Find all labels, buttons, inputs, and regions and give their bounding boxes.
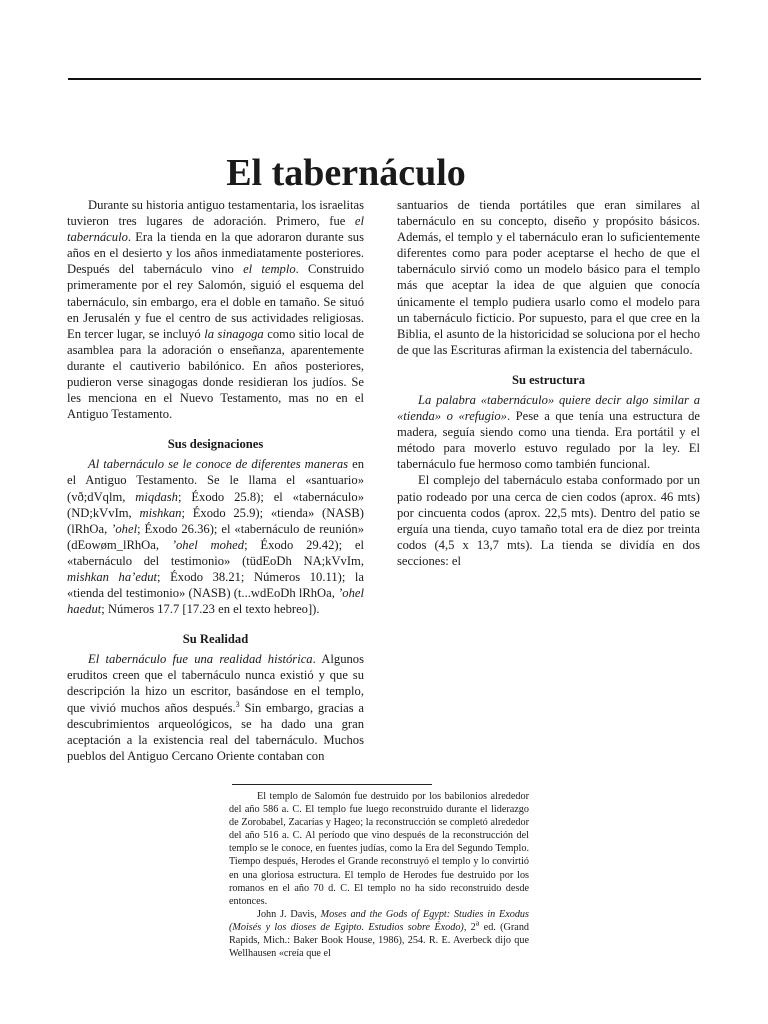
footnotes [229, 790, 529, 960]
footnote-rule [232, 784, 432, 785]
footnote-davis: John J. Davis, Moses and the Gods of Egypt: Studies in Exodus (Moisés y los dioses de Egipto. Estudios sobre Éxodo), 2$^a$ ed. (Grand Rapids, Mich.: Baker Book House, 1986), 254. R. E. Averbeck dijo que Wellhausen «creía que el [229, 908, 530, 960]
top-rule [68, 78, 701, 80]
designaciones-paragraph: Al tabernáculo se le conoce de diferentes maneras en el Antiguo Testamento. Se le llama el «santuario» (vð;dVqlm, miqdash; Éxodo 25.8); el «tabernáculo» (ND;kVvIm, mishkan; Éxodo 25.9); «tienda» (NASB) (lRhOa, ’ohel; Éxodo 26.36); el «tabernáculo de reunión» (dEowøm_lRhOa, ’ohel mohed; Éxodo 29.42); el «tabernáculo del testimonio» (tüdEoDh NA;kVvIm, mishkan ha’edut; Éxodo 38.21; Números 10.11); la «tienda del testimonio» (NASB) (t...wdEoDh lRhOa, ’ohel haedut; Números 17.7 [17.23 en el texto hebreo]). [67, 457, 365, 617]
realidad-paragraph: El tabernáculo fue una realidad histórica. Algunos eruditos creen que el tabernáculo nunca existió y que su descripción la hizo un escritor, basándose en el templo, que vivió muchos años después.$^3$ Sin embargo, gracias a descubrimientos arqueológicos, se ha dado una gran aceptación a la existencia real del tabernáculo. Muchos pueblos del Antiguo Cercano Oriente contaban con [67, 652, 365, 763]
footnote-ref-3[interactable]: 3 [235, 699, 240, 709]
right-column [397, 197, 700, 569]
heading-estructura: Su estructura [511, 372, 586, 387]
continued-paragraph: santuarios de tienda portátiles que eran similares al tabernáculo en su concepto, diseño y propósito básicos. Además, el templo y el tabernáculo eran lo suficientemente diferentes como para poder aceptarse el hecho de que el tabernáculo sirvió como un modelo básico para el templo más que aceptar la idea de que alguien que conocía únicamente el templo pudiera usarlo como el modelo para un tabernáculo ficticio. Por supuesto, para el que cree en la Biblia, el asunto de la historicidad se soluciona por el hecho de que las Escrituras afirman la existencia del tabernáculo. [397, 198, 700, 357]
heading-realidad: Su Realidad [182, 632, 249, 647]
heading-designaciones: Sus designaciones [167, 437, 264, 452]
left-column [67, 197, 364, 764]
footnote-templo: El templo de Salomón fue destruido por los babilonios alrededor del año 586 a. C. El templo fue luego reconstruido durante el liderazgo de Zorobabel, Zacarías y Hageo; la reconstrucción se completó alrededor del año 516 a. C. Al período que vino después de la reconstrucción del templo se le conoce, en fuentes judías, como la Era del Segundo Templo. Tiempo después, Herodes el Grande reconstruyó el templo y lo convirtió en una gloriosa estructura. El templo de Herodes fue destruido por los romanos en el año 70 d. C. El templo no ha sido reconstruido desde entonces. [229, 791, 529, 907]
intro-paragraph: Durante su historia antiguo testamentaria, los israelitas tuvieron tres lugares de adoración. Primero, fue el tabernáculo. Era la tienda en la que adoraron durante sus años en el desierto y los años inmediatamente posteriores. Después del tabernáculo vino el templo. Construido primeramente por el rey Salomón, siguió el esquema del tabernáculo, sin embargo, era el doble en tamaño. Se situó en Jerusalén y fue el centro de sus actividades religiosas. En tercer lugar, se incluyó la sinagoga como sitio local de asamblea para la adoración o enseñanza, aparentemente durante el cautiverio babilónico. En años posteriores, pudieron verse sinagogas donde residieran los judíos. Se les menciona en el Nuevo Testamento, mas no en el Antiguo Testamento. [67, 198, 365, 422]
complejo-paragraph: El complejo del tabernáculo estaba conformado por un patio rodeado por una cerca de cien codos (aprox. 46 mts) por cincuenta codos (aprox. 22,5 mts). Dentro del patio se erguía una tienda, cuyo tamaño total era de diez por treinta codos (4,5 x 13,7 mts). La tienda se dividía en dos secciones: el [397, 473, 700, 568]
page-title: El tabernáculo [226, 152, 466, 194]
estructura-paragraph: La palabra «tabernáculo» quiere decir algo similar a «tienda» o «refugio». Pese a que tenía una estructura de madera, seguía siendo como una tienda. Era portátil y el método para moverlo estuvo regulado por la ley. El tabernáculo fue hermoso como también funcional. [397, 392, 700, 472]
